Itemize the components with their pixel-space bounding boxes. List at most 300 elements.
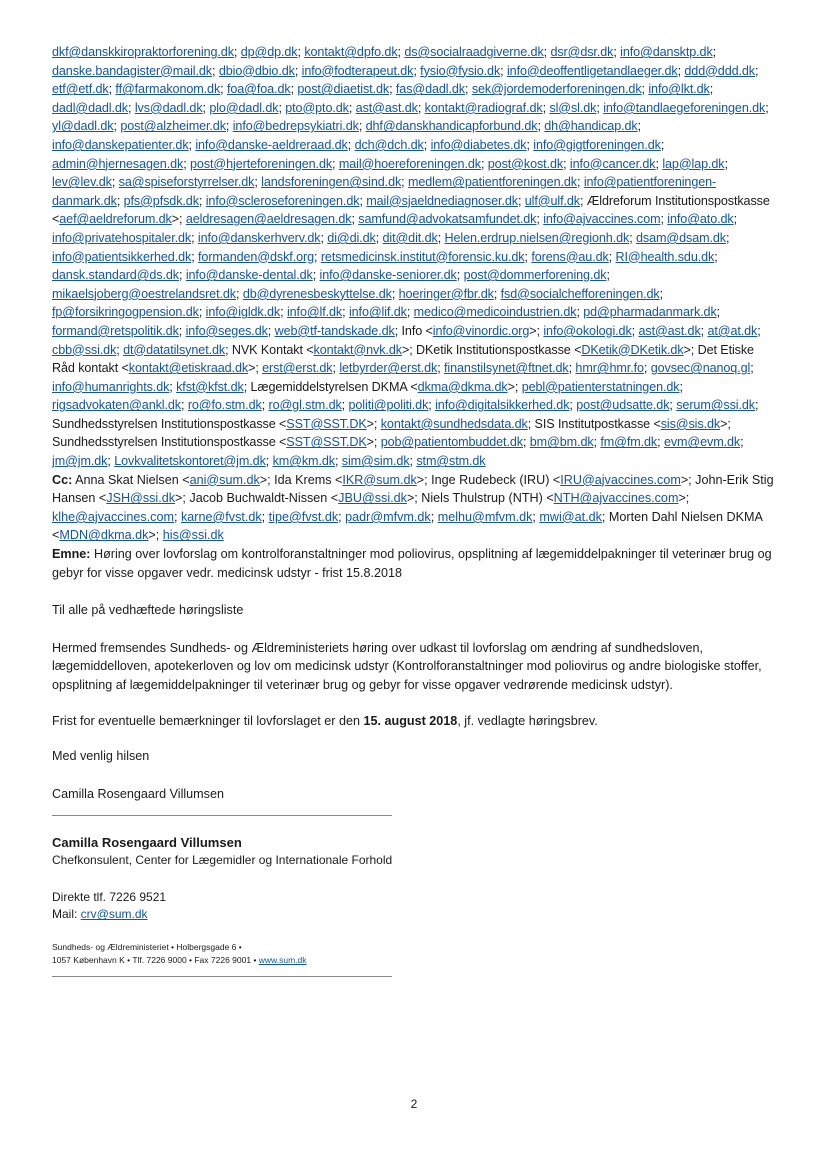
separator-text: ; bbox=[517, 193, 525, 208]
separator-text: >; bbox=[678, 491, 690, 506]
email-link[interactable]: plo@dadl.dk bbox=[209, 100, 279, 115]
email-link[interactable]: pd@pharmadanmark.dk bbox=[583, 305, 717, 320]
separator-text: ; bbox=[712, 45, 717, 59]
separator-text: ; bbox=[542, 100, 550, 115]
email-link[interactable]: post@kost.dk bbox=[487, 156, 564, 171]
email-link[interactable]: padr@mfvm.dk bbox=[345, 509, 431, 524]
separator-text: >; Niels Thulstrup (NTH) < bbox=[406, 491, 554, 506]
email-link[interactable]: kontakt@sundhedsdata.dk bbox=[380, 416, 528, 431]
separator-text: >; bbox=[366, 416, 381, 431]
email-link[interactable]: info@diabetes.dk bbox=[430, 137, 527, 152]
email-link[interactable]: ast@ast.dk bbox=[355, 100, 418, 115]
email-link[interactable]: info@vinordic.org bbox=[432, 323, 530, 338]
closing: Med venlig hilsen bbox=[52, 749, 150, 764]
signature-mail-label: Mail: bbox=[52, 907, 81, 922]
separator-text: ; bbox=[280, 305, 287, 320]
separator-text: >; Det Etiske Råd kontakt < bbox=[52, 342, 754, 376]
separator-text: ; bbox=[409, 454, 417, 469]
email-link[interactable]: formand@retspolitik.dk bbox=[52, 323, 179, 338]
email-link[interactable]: info@okologi.dk bbox=[543, 323, 632, 338]
separator-text: ; bbox=[430, 509, 438, 524]
separator-text: ; bbox=[128, 100, 135, 115]
separator-text: ; bbox=[111, 175, 119, 190]
separator-text: >; Inge Rudebeck (IRU) < bbox=[416, 472, 561, 487]
email-link[interactable]: sis@sis.dk bbox=[660, 416, 721, 431]
separator-text: >; Sundhedsstyrelsen Institutionspostkasse < bbox=[52, 416, 731, 450]
subject-label: Emne: bbox=[52, 547, 91, 562]
email-link[interactable]: MDN@dkma.dk bbox=[59, 528, 149, 543]
email-link[interactable]: sl@sl.dk bbox=[549, 100, 597, 115]
separator-text: ; bbox=[332, 361, 340, 376]
separator-text: ; bbox=[543, 45, 551, 59]
separator-text: ; bbox=[320, 230, 328, 245]
separator-text: ; bbox=[202, 100, 210, 115]
email-link[interactable]: at@at.dk bbox=[707, 323, 758, 338]
deadline-text-end: , jf. vedlagte høringsbrev. bbox=[457, 713, 598, 728]
email-link[interactable]: dhf@danskhandicapforbund.dk bbox=[365, 119, 538, 134]
subject-line bbox=[52, 545, 780, 582]
email-link[interactable]: info@seges.dk bbox=[185, 323, 268, 338]
email-link[interactable]: kontakt@radiograf.dk bbox=[424, 100, 543, 115]
cc-line bbox=[52, 471, 780, 545]
email-link[interactable]: info@lf.dk bbox=[286, 305, 343, 320]
separator-text: ; bbox=[700, 323, 708, 338]
separator-text: >; Ida Krems < bbox=[259, 472, 343, 487]
separator-text: ; bbox=[716, 305, 721, 320]
email-link[interactable]: fm@fm.dk bbox=[600, 435, 658, 450]
footer-divider bbox=[52, 976, 392, 977]
separator-text: ; bbox=[750, 361, 754, 376]
email-link[interactable]: post@diaetist.dk bbox=[297, 82, 390, 97]
recipient-list bbox=[52, 43, 780, 471]
separator-text: ; bbox=[342, 305, 349, 320]
email-link[interactable]: ro@fo.stm.dk bbox=[187, 398, 262, 413]
separator-text: ; bbox=[332, 156, 339, 171]
separator-text: ; bbox=[740, 435, 744, 450]
email-link[interactable]: kfst@kfst.dk bbox=[176, 379, 244, 394]
separator-text: ; bbox=[526, 137, 534, 152]
separator-text: ; Sundhedsstyrelsen Institutionspostkasse < bbox=[52, 398, 759, 431]
separator-text: ; bbox=[629, 230, 637, 245]
email-link[interactable]: pebl@patienterstatningen.dk bbox=[521, 379, 680, 394]
email-link[interactable]: info@bedrepsykiatri.dk bbox=[232, 119, 359, 134]
separator-text: ; bbox=[181, 398, 188, 413]
email-link[interactable]: info@humanrights.dk bbox=[52, 379, 170, 394]
email-document bbox=[52, 43, 780, 977]
email-link[interactable]: info@ato.dk bbox=[667, 212, 734, 227]
email-link[interactable]: RI@health.sdu.dk bbox=[615, 249, 715, 264]
email-link[interactable]: letbyrder@erst.dk bbox=[339, 361, 438, 376]
separator-text: ; Morten Dahl Nielsen DKMA < bbox=[52, 509, 763, 543]
separator-text: ; bbox=[577, 175, 584, 190]
separator-text: ; bbox=[314, 249, 321, 264]
email-link[interactable]: SST@SST.DK bbox=[286, 416, 367, 431]
separator-text: ; bbox=[417, 100, 425, 115]
separator-text: ; bbox=[108, 82, 116, 97]
separator-text: >; John-Erik Stig Hansen < bbox=[52, 472, 774, 506]
separator-text: ; bbox=[347, 137, 355, 152]
email-link[interactable]: hoeringer@fbr.dk bbox=[398, 286, 494, 301]
email-link[interactable]: ulf@ulf.dk bbox=[524, 193, 580, 208]
separator-text: ; bbox=[261, 509, 269, 524]
separator-text: ; bbox=[522, 435, 530, 450]
email-link[interactable]: dbio@dbio.dk bbox=[218, 63, 295, 78]
page-number: 2 bbox=[410, 1097, 418, 1111]
email-link[interactable]: ast@ast.dk bbox=[638, 323, 701, 338]
separator-text: ; bbox=[183, 156, 191, 171]
separator-text: ; bbox=[188, 137, 196, 152]
email-link[interactable]: dt@datatilsynet.dk bbox=[123, 342, 226, 357]
email-link[interactable]: dadl@dadl.dk bbox=[52, 100, 129, 115]
separator-text: ; bbox=[657, 435, 664, 450]
email-link[interactable]: fas@dadl.dk bbox=[395, 82, 466, 97]
email-link[interactable]: erst@erst.dk bbox=[262, 361, 333, 376]
email-link[interactable]: cbb@ssi.dk bbox=[52, 342, 117, 357]
email-link[interactable]: his@ssi.dk bbox=[162, 528, 224, 543]
separator-text: ; bbox=[500, 63, 507, 78]
separator-text: >; DKetik Institutionspostkasse < bbox=[401, 342, 582, 357]
separator-text: ; bbox=[660, 137, 665, 152]
email-link[interactable]: DKetik@DKetik.dk bbox=[581, 342, 684, 357]
separator-text: ; bbox=[261, 398, 269, 413]
separator-text: ; bbox=[198, 193, 206, 208]
email-link[interactable]: formanden@dskf.org bbox=[198, 249, 315, 264]
separator-text: ; bbox=[428, 398, 436, 413]
email-link[interactable]: info@danske-aeldreraad.dk bbox=[195, 137, 348, 152]
separator-text: ; bbox=[191, 249, 199, 264]
separator-text: ; bbox=[236, 286, 243, 301]
signature-divider bbox=[52, 815, 392, 816]
email-link[interactable]: sa@spiseforstyrrelser.dk bbox=[118, 175, 255, 190]
email-link[interactable]: mikaelsjoberg@oestrelandsret.dk bbox=[52, 286, 236, 301]
email-link[interactable]: evm@evm.dk bbox=[663, 435, 741, 450]
email-link[interactable]: mail@hoereforeningen.dk bbox=[338, 156, 481, 171]
separator-text: ; bbox=[375, 230, 383, 245]
email-link[interactable]: di@di.dk bbox=[327, 230, 376, 245]
separator-text: ; bbox=[532, 509, 540, 524]
sender-name: Camilla Rosengaard Villumsen bbox=[52, 786, 224, 801]
separator-text: ; bbox=[173, 509, 181, 524]
separator-text: ; bbox=[437, 361, 445, 376]
email-link[interactable]: mail@sjaeldnediagnoser.dk bbox=[366, 193, 518, 208]
email-link[interactable]: SST@SST.DK bbox=[286, 435, 367, 450]
email-link[interactable]: ff@farmakonom.dk bbox=[115, 82, 221, 97]
email-link[interactable]: tipe@fvst.dk bbox=[268, 509, 339, 524]
email-link[interactable]: dsam@dsam.dk bbox=[636, 230, 727, 245]
separator-text: ; bbox=[169, 379, 177, 394]
email-link[interactable]: dit@dit.dk bbox=[382, 230, 438, 245]
email-link[interactable]: ddd@ddd.dk bbox=[684, 63, 755, 78]
email-link[interactable]: dkma@dkma.dk bbox=[417, 379, 508, 394]
separator-text: ; bbox=[593, 435, 601, 450]
separator-text: ; bbox=[348, 100, 356, 115]
separator-text: ; bbox=[290, 82, 298, 97]
email-link[interactable]: ani@sum.dk bbox=[189, 472, 260, 487]
email-link[interactable]: info@fodterapeut.dk bbox=[301, 63, 414, 78]
email-link[interactable]: lev@lev.dk bbox=[52, 175, 112, 190]
separator-text: ; bbox=[679, 379, 683, 394]
email-link[interactable]: Helen.erdrup.nielsen@regionh.dk bbox=[444, 230, 630, 245]
separator-text: ; bbox=[225, 119, 233, 134]
email-link[interactable]: ds@socialraadgiverne.dk bbox=[404, 45, 544, 59]
signature-footer bbox=[52, 941, 780, 966]
signature-mail-link[interactable]: crv@sum.dk bbox=[80, 907, 148, 922]
email-link[interactable]: db@dyrenesbeskyttelse.dk bbox=[242, 286, 392, 301]
email-link[interactable]: web@tf-tandskade.dk bbox=[274, 323, 395, 338]
email-link[interactable]: info@dansktp.dk bbox=[620, 45, 713, 59]
separator-text: >; bbox=[366, 435, 381, 450]
separator-text: ; bbox=[493, 286, 501, 301]
separator-text: ; bbox=[726, 230, 730, 245]
email-link[interactable]: info@cancer.dk bbox=[569, 156, 656, 171]
email-link[interactable]: retsmedicinsk.institut@forensic.ku.dk bbox=[320, 249, 525, 264]
separator-text: ; bbox=[669, 398, 677, 413]
signature-phone: Direkte tlf. 7226 9521 bbox=[52, 890, 167, 905]
email-link[interactable]: info@patientforeningen-danmark.dk bbox=[52, 175, 717, 208]
email-link[interactable]: JSH@ssi.dk bbox=[106, 491, 176, 506]
email-link[interactable]: klhe@ajvaccines.com bbox=[52, 509, 174, 524]
deadline-paragraph bbox=[52, 712, 780, 731]
email-link[interactable]: info@danske-seniorer.dk bbox=[319, 268, 457, 283]
deadline-text: Frist for eventuelle bemærkninger til lovforslaget er den bbox=[52, 713, 364, 728]
email-link[interactable]: info@ajvaccines.com bbox=[543, 212, 661, 227]
separator-text: ; bbox=[631, 323, 639, 338]
email-link[interactable]: dch@dch.dk bbox=[354, 137, 424, 152]
separator-text: ; Lægemiddelstyrelsen DKMA < bbox=[243, 379, 418, 394]
separator-text: ; bbox=[294, 63, 302, 78]
email-link[interactable]: fsd@socialchefforeningen.dk bbox=[500, 286, 660, 301]
separator-text: Anna Skat Nielsen < bbox=[72, 472, 190, 487]
email-link[interactable]: landsforeningen@sind.dk bbox=[261, 175, 402, 190]
separator-text: >; bbox=[148, 528, 163, 543]
email-link[interactable]: dkf@danskkiropraktorforening.dk bbox=[52, 45, 234, 59]
email-link[interactable]: jm@jm.dk bbox=[52, 454, 108, 469]
email-link[interactable]: info@lif.dk bbox=[348, 305, 407, 320]
separator-text: ; bbox=[480, 156, 488, 171]
separator-text: ; bbox=[677, 63, 685, 78]
footer-contact-line bbox=[52, 954, 780, 967]
separator-text: ; bbox=[413, 63, 421, 78]
email-link[interactable]: fysio@fysio.dk bbox=[420, 63, 501, 78]
separator-text: ; bbox=[643, 361, 651, 376]
email-link[interactable]: dansk.standard@ds.dk bbox=[52, 268, 180, 283]
separator-text: ; bbox=[179, 268, 186, 283]
separator-text: ; bbox=[391, 286, 399, 301]
separator-text: ; bbox=[596, 100, 604, 115]
email-link[interactable]: info@gigtforeningen.dk bbox=[533, 137, 661, 152]
email-link[interactable]: admin@hjernesagen.dk bbox=[52, 156, 184, 171]
separator-text: ; bbox=[267, 323, 275, 338]
email-link[interactable]: info@privatehospitaler.dk bbox=[52, 230, 192, 245]
greeting: Til alle på vedhæftede høringsliste bbox=[52, 603, 244, 618]
separator-text: ; bbox=[569, 398, 577, 413]
email-link[interactable]: info@digitalsikkerhed.dk bbox=[435, 398, 570, 413]
separator-text: ; bbox=[406, 305, 414, 320]
separator-text: ; bbox=[212, 63, 219, 78]
separator-text: ; bbox=[265, 454, 273, 469]
deadline-date: 15. august 2018 bbox=[363, 713, 458, 728]
email-link[interactable]: melhu@mfvm.dk bbox=[437, 509, 533, 524]
email-link[interactable]: post@alzheimer.dk bbox=[120, 119, 226, 134]
separator-text: ; bbox=[613, 45, 621, 59]
email-link[interactable]: etf@etf.dk bbox=[52, 82, 109, 97]
separator-text: ; bbox=[608, 249, 616, 264]
subject-text: Høring over lovforslag om kontrolforanstaltninger mod poliovirus, opsplitning af lægemiddelpakninger til veterinær brug og gebyr for visse opgaver vedr. medicinsk udstyr - frist 15.8.2018 bbox=[52, 547, 772, 580]
separator-text: ; bbox=[278, 100, 286, 115]
email-link[interactable]: mwi@at.dk bbox=[539, 509, 602, 524]
separator-text: ; bbox=[437, 230, 445, 245]
separator-text: ; Info < bbox=[394, 323, 433, 338]
email-link[interactable]: info@patientsikkerhed.dk bbox=[52, 249, 192, 264]
email-link[interactable]: NTH@ajvaccines.com bbox=[553, 491, 679, 506]
separator-text: ; bbox=[637, 119, 641, 134]
separator-text: ; bbox=[714, 249, 718, 264]
separator-text: ; bbox=[757, 323, 761, 338]
email-link[interactable]: info@tandlaegeforeningen.dk bbox=[603, 100, 766, 115]
email-link[interactable]: serum@ssi.dk bbox=[676, 398, 755, 413]
email-link[interactable]: medico@medicoindustrien.dk bbox=[413, 305, 577, 320]
separator-text: >; bbox=[507, 379, 522, 394]
separator-text: ; bbox=[359, 193, 367, 208]
separator-text: ; bbox=[765, 100, 769, 115]
email-link[interactable]: forens@au.dk bbox=[531, 249, 609, 264]
email-link[interactable]: dh@handicap.dk bbox=[544, 119, 638, 134]
email-link[interactable]: Lovkvalitetskontoret@jm.dk bbox=[114, 454, 266, 469]
separator-text: ; bbox=[113, 119, 121, 134]
footer-address-line: Sundheds- og Ældreministeriet • Holbergsgade 6 • bbox=[52, 942, 242, 953]
separator-text: ; bbox=[660, 212, 668, 227]
separator-text: ; bbox=[724, 156, 728, 171]
separator-text: ; bbox=[397, 45, 405, 59]
email-link[interactable]: info@danske-dental.dk bbox=[185, 268, 313, 283]
email-link[interactable]: info@lkt.dk bbox=[648, 82, 710, 97]
separator-text: ; bbox=[233, 45, 241, 59]
email-link[interactable]: aef@aeldreforum.dk bbox=[59, 212, 172, 227]
separator-text: ; bbox=[351, 212, 359, 227]
email-link[interactable]: sim@sim.dk bbox=[341, 454, 410, 469]
email-link[interactable]: fp@forsikringogpension.dk bbox=[52, 305, 199, 320]
email-link[interactable]: post@dommerforening.dk bbox=[463, 268, 607, 283]
separator-text: ; bbox=[116, 193, 124, 208]
separator-text: ; bbox=[191, 230, 198, 245]
separator-text: ; bbox=[178, 323, 186, 338]
email-link[interactable]: km@km.dk bbox=[272, 454, 335, 469]
separator-text: >; bbox=[529, 323, 544, 338]
separator-text: ; bbox=[220, 82, 227, 97]
separator-text: ; bbox=[423, 137, 431, 152]
email-link[interactable]: foa@foa.dk bbox=[226, 82, 291, 97]
separator-text: ; bbox=[358, 119, 366, 134]
email-link[interactable]: rigsadvokaten@ankl.dk bbox=[52, 398, 181, 413]
separator-text: >; Jacob Buchwaldt-Nissen < bbox=[175, 491, 339, 506]
email-link[interactable]: yl@dadl.dk bbox=[52, 119, 114, 134]
email-link[interactable]: kontakt@etiskraad.dk bbox=[128, 361, 249, 376]
separator-text: ; bbox=[297, 45, 305, 59]
email-link[interactable]: kontakt@nvk.dk bbox=[313, 342, 402, 357]
separator-text: ; bbox=[568, 361, 576, 376]
email-link[interactable]: JBU@ssi.dk bbox=[338, 491, 407, 506]
email-link[interactable]: IKR@sum.dk bbox=[342, 472, 417, 487]
body-paragraph: Hermed fremsendes Sundheds- og Ældreministeriets høring over udkast til lovforslag om ændring af sundhedsloven, lægemiddelloven, apotekerloven og lov om medicinsk udstyr (Kontrolforanstaltninger mod poliovirus og andre biologiske stoffer, opsplitning af lægemiddelpakninger til veterinær brug og gebyr for visse opgaver vedrørende medicinsk udstyr). bbox=[52, 640, 762, 692]
email-link[interactable]: bm@bm.dk bbox=[529, 435, 594, 450]
separator-text: ; bbox=[341, 398, 349, 413]
email-link[interactable]: IRU@ajvaccines.com bbox=[560, 472, 681, 487]
email-link[interactable]: pto@pto.dk bbox=[285, 100, 349, 115]
separator-text: ; bbox=[338, 509, 346, 524]
email-link[interactable]: pob@patientombuddet.dk bbox=[380, 435, 523, 450]
separator-text: ; bbox=[733, 212, 737, 227]
email-link[interactable]: medlem@patientforeningen.dk bbox=[407, 175, 577, 190]
email-link[interactable]: dsr@dsr.dk bbox=[550, 45, 614, 59]
separator-text: ; bbox=[456, 268, 464, 283]
email-link[interactable]: lvs@dadl.dk bbox=[134, 100, 203, 115]
email-link[interactable]: kontakt@dpfo.dk bbox=[304, 45, 398, 59]
email-link[interactable]: danske.bandagister@mail.dk bbox=[52, 63, 212, 78]
separator-text: ; bbox=[334, 454, 342, 469]
email-link[interactable]: samfund@advokatsamfundet.dk bbox=[358, 212, 537, 227]
separator-text: ; bbox=[576, 305, 584, 320]
separator-text: ; bbox=[536, 212, 544, 227]
separator-text: ; bbox=[254, 175, 262, 190]
separator-text: ; bbox=[116, 342, 124, 357]
separator-text: ; bbox=[563, 156, 570, 171]
separator-text: >; bbox=[171, 212, 186, 227]
separator-text: >; bbox=[248, 361, 263, 376]
separator-text: ; Ældreforum Institutionspostkasse < bbox=[52, 193, 770, 227]
email-link[interactable]: info@deoffentligetandlaeger.dk bbox=[506, 63, 678, 78]
email-link[interactable]: post@hjerteforeningen.dk bbox=[190, 156, 333, 171]
separator-text: ; bbox=[401, 175, 408, 190]
separator-text: ; bbox=[524, 249, 532, 264]
email-link[interactable]: politi@politi.dk bbox=[348, 398, 429, 413]
footer-website-link[interactable]: www.sum.dk bbox=[258, 954, 307, 965]
email-link[interactable]: info@scleroseforeningen.dk bbox=[205, 193, 360, 208]
separator-text: ; bbox=[641, 82, 649, 97]
signature-mail-line bbox=[52, 906, 780, 923]
email-link[interactable]: ro@gl.stm.dk bbox=[268, 398, 342, 413]
separator-text: ; bbox=[312, 268, 320, 283]
email-link[interactable]: govsec@nanoq.gl bbox=[650, 361, 751, 376]
email-link[interactable]: stm@stm.dk bbox=[416, 454, 486, 469]
email-link[interactable]: lap@lap.dk bbox=[662, 156, 725, 171]
separator-text: ; bbox=[659, 286, 664, 301]
email-link[interactable]: sek@jordemoderforeningen.dk bbox=[471, 82, 642, 97]
separator-text: ; bbox=[465, 82, 472, 97]
signature-title: Chefkonsulent, Center for Lægemidler og Internationale Forhold bbox=[52, 853, 393, 868]
separator-text: ; bbox=[755, 63, 759, 78]
email-link[interactable]: pfs@pfsdk.dk bbox=[123, 193, 199, 208]
cc-recipients bbox=[52, 473, 774, 543]
separator-text: ; bbox=[107, 454, 115, 469]
separator-text: ; bbox=[389, 82, 396, 97]
email-link[interactable]: post@udsatte.dk bbox=[576, 398, 670, 413]
separator-text: ; bbox=[606, 268, 610, 283]
separator-text: ; SIS Institutpostkasse < bbox=[527, 416, 661, 431]
email-link[interactable]: info@igldk.dk bbox=[205, 305, 281, 320]
email-link[interactable]: finanstilsynet@ftnet.dk bbox=[444, 361, 569, 376]
separator-text: ; bbox=[537, 119, 545, 134]
cc-label: Cc: bbox=[52, 472, 73, 487]
separator-text: ; bbox=[655, 156, 663, 171]
separator-text: ; bbox=[198, 305, 206, 320]
email-link[interactable]: hmr@hmr.fo bbox=[575, 361, 644, 376]
email-link[interactable]: karne@fvst.dk bbox=[180, 509, 262, 524]
email-link[interactable]: dp@dp.dk bbox=[240, 45, 298, 59]
email-link[interactable]: info@danskerhverv.dk bbox=[197, 230, 321, 245]
email-link[interactable]: aeldresagen@aeldresagen.dk bbox=[185, 212, 352, 227]
email-link[interactable]: info@danskepatienter.dk bbox=[52, 137, 189, 152]
signature-name: Camilla Rosengaard Villumsen bbox=[52, 835, 242, 851]
